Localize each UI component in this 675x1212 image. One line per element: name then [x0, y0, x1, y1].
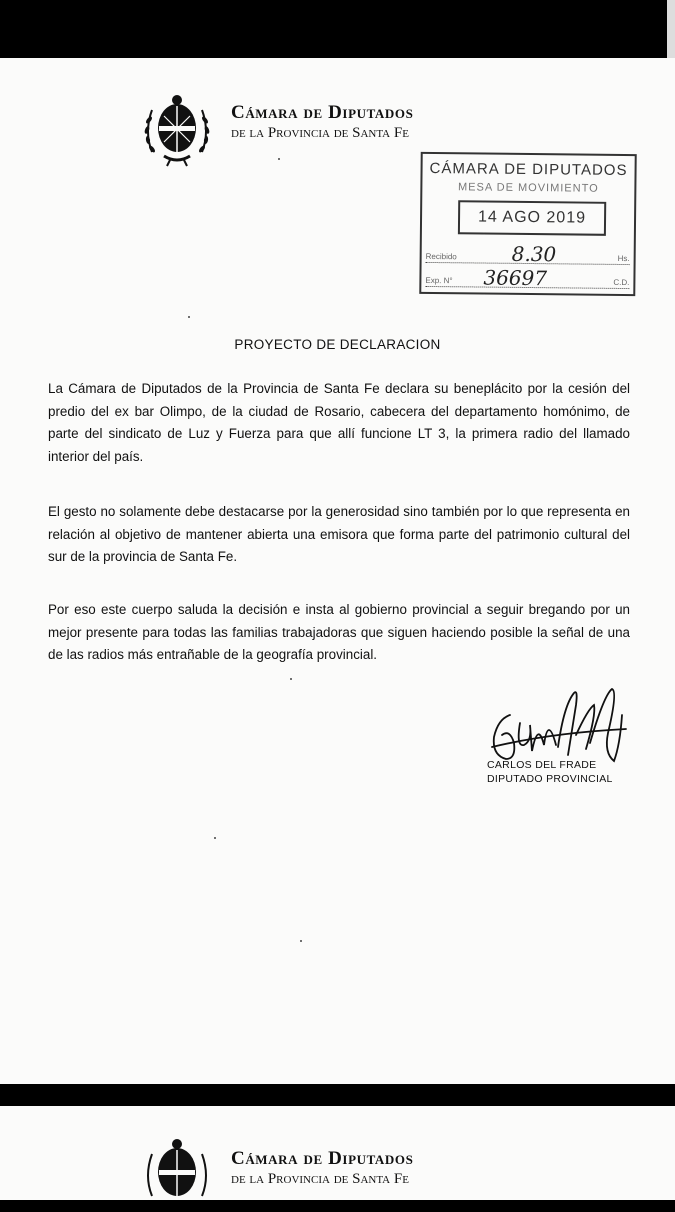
letterhead-chamber-name: Cámara de Diputados	[231, 1148, 414, 1169]
paragraph-3: Por eso este cuerpo saluda la decisión e insta al gobierno provincial a seguir bregando por un mejor presente para todas las familias trabajadoras que siguen haciendo posible la señal de una de las radios más entrañable de la geografía provincial.	[48, 602, 630, 662]
scan-speck	[290, 678, 292, 680]
stamp-received-prefix: Recibido	[425, 251, 457, 262]
letterhead	[231, 1148, 413, 1188]
stamp-subtitle: MESA DE MOVIMIENTO	[457, 181, 599, 195]
stamp-received-suffix: Hs.	[617, 253, 630, 264]
paragraph-1: La Cámara de Diputados de la Provincia de Santa Fe declara su beneplácito por la cesión del predio del ex bar Olimpo, de la ciudad de Rosario, cabecera del departamento homónimo, de parte del sindicato de Luz y Fuerza para que allí funcione LT 3, la primera radio del llamado interior del país.	[48, 381, 630, 464]
stamp-date: 14 AGO 2019	[458, 200, 606, 236]
letterhead-province: de la Provincia de Santa Fe	[231, 125, 409, 141]
stamp-file-number: 36697	[483, 265, 548, 291]
signature-block	[487, 758, 613, 786]
stamp-file-row	[425, 265, 630, 291]
document-page	[0, 58, 675, 1084]
scan-speck	[278, 158, 280, 160]
receipt-stamp	[419, 152, 636, 296]
paragraph-2: El gesto no solamente debe destacarse por la generosidad sino también por lo que representa en relación al objetivo de mantener abierta una emisora que forma parte del patrimonio cultural del sur de la provincia de Santa Fe.	[48, 504, 630, 564]
scan-speck	[214, 837, 216, 839]
stamp-title: CÁMARA DE DIPUTADOS	[429, 159, 628, 180]
province-seal-icon	[142, 92, 212, 168]
province-seal-icon	[142, 1136, 212, 1212]
signer-name: CARLOS DEL FRADE	[487, 759, 597, 771]
next-document-page	[0, 1106, 675, 1200]
top-edge	[667, 0, 675, 58]
letterhead-province: de la Provincia de Santa Fe	[231, 1171, 409, 1187]
stamp-file-prefix: Exp. N°	[425, 275, 453, 286]
signer-title: DIPUTADO PROVINCIAL	[487, 773, 613, 785]
document-heading: PROYECTO DE DECLARACION	[234, 337, 441, 352]
stamp-received-time: 8.30	[511, 241, 557, 267]
letterhead-chamber-name: Cámara de Diputados	[231, 102, 414, 123]
stamp-received-row	[425, 241, 630, 267]
scan-speck	[188, 316, 190, 318]
letterhead	[231, 102, 413, 142]
scan-speck	[300, 940, 302, 942]
stamp-file-suffix: C.D.	[613, 277, 630, 288]
